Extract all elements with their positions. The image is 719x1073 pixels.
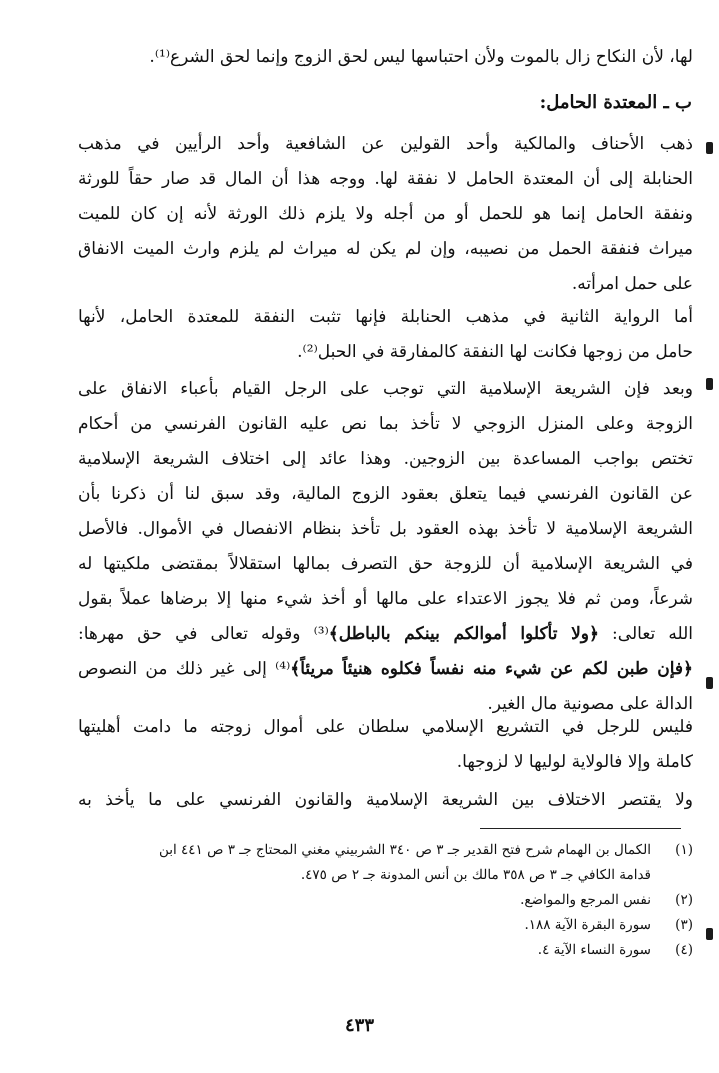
- footnote-number: [651, 863, 693, 888]
- text-line: الشريعة الإسلامية لا تأخذ بهذه العقود بل تأخذ بنظام الانفصال في الأموال. فالأصل: [78, 519, 693, 539]
- footnote: [80, 863, 693, 888]
- margin-mark: [706, 142, 713, 154]
- margin-mark: [706, 677, 713, 689]
- text-line: في الشريعة الإسلامية أن للزوجة حق التصرف بمالها استقلالاً بمقتضى ملكيتها له: [78, 554, 693, 574]
- paragraph-4: [78, 710, 693, 780]
- text-line: ونفقة الحامل إنما هو للحمل أو من أجله ولا يلزم ذلك الورثة لأنه إن كان للميت: [78, 204, 693, 224]
- footnote-text: الكمال بن الهمام شرح فتح القدير جـ ٣ ص ٣٤٠ الشربيني مغني المحتاج جـ ٣ ص ٤٤١ ابن: [158, 842, 651, 858]
- text-line: الزوجة وعلى المنزل الزوجي لا تأخذ بما نص عليه القانون الفرنسي من أحكام: [78, 414, 693, 434]
- quran-quote: ﴿ولا تأكلوا أموالكم بينكم بالباطل﴾: [328, 624, 599, 644]
- footnote-number: (١): [675, 842, 693, 858]
- text-line: على حمل امرأته.: [571, 274, 693, 294]
- text-line: شرعاً، ومن ثم فلا يجوز الاعتداء على مالها أو أخذ شيء منها إلا برضاها عملاً بقول: [78, 589, 693, 609]
- text-line: ولا يقتصر الاختلاف بين الشريعة الإسلامية والقانون الفرنسي على ما يأخذ به: [78, 790, 693, 810]
- footnote: [80, 888, 693, 913]
- text-line: تختص بواجب المساعدة بين الزوجين. وهذا عائد إلى اختلاف الشريعة الإسلامية: [78, 449, 693, 469]
- footnote-number: (٤): [675, 942, 693, 958]
- text-line: الدالة على مصونية مال الغير.: [487, 694, 693, 714]
- footnote: [80, 838, 693, 863]
- margin-mark: [706, 928, 713, 940]
- section-heading: ب ـ المعتدة الحامل:: [539, 92, 692, 113]
- text-line: الحنابلة إلى أن المعتدة الحامل لا نفقة لها. ووجه هذا أن المال قد صار حقاً للورثة: [78, 169, 693, 189]
- page-number: ٤٣٣: [344, 1015, 374, 1036]
- text-line: وبعد فإن الشريعة الإسلامية التي توجب على الرجل القيام بأعباء الانفاق على: [78, 379, 693, 399]
- margin-mark: [706, 378, 713, 390]
- text-line: [78, 617, 693, 652]
- footnotes: [80, 838, 693, 963]
- footnote-text: قدامة الكافي جـ ٣ ص ٣٥٨ مالك بن أنس المدونة جـ ٢ ص ٤٧٥.: [300, 867, 651, 883]
- text-run: ⁽³⁾ وقوله تعالى في حق مهرها:: [78, 624, 329, 644]
- text-line: ذهب الأحناف والمالكية وأحد القولين عن الشافعية وأحد الرأيين في مذهب: [78, 134, 693, 154]
- footnote-text: سورة النساء الآية ٤.: [537, 942, 651, 958]
- text-run: الله تعالى:: [598, 624, 693, 644]
- footnote-text: نفس المرجع والمواضع.: [520, 892, 651, 908]
- footnote-number: (٢): [675, 892, 693, 908]
- text-line: ميراث فنفقة الحمل من نصيبه، وإن لم يكن له ميراث لم يلزم وارث الميت الانفاق: [78, 239, 693, 259]
- text-line: كاملة وإلا فالولاية لوليها لا لزوجها.: [456, 752, 693, 772]
- footnote-text: سورة البقرة الآية ١٨٨.: [524, 917, 651, 933]
- footnote: [80, 938, 693, 963]
- footnote-separator: [480, 828, 681, 829]
- paragraph-2: [78, 300, 693, 370]
- paragraph-3: [78, 372, 693, 722]
- text-line: عن القانون الفرنسي فيما يتعلق بعقود الزوج المالية، وقد سبق لنا أن ذكرنا بأن: [78, 484, 693, 504]
- footnote-number: (٣): [675, 917, 693, 933]
- text-run: ⁽⁴⁾ إلى غير ذلك من النصوص: [78, 659, 291, 679]
- text-line: لها، لأن النكاح زال بالموت ولأن احتباسها ليس لحق الزوج وإنما لحق الشرع⁽¹⁾.: [149, 47, 693, 67]
- text-line: حامل من زوجها فكانت لها النفقة كالمفارقة في الحبل⁽²⁾.: [297, 342, 693, 362]
- paragraph-5: [78, 783, 693, 818]
- continuation-text: [78, 40, 693, 75]
- paragraph-1: [78, 127, 693, 302]
- text-line: أما الرواية الثانية في مذهب الحنابلة فإنها تثبت النفقة للمعتدة الحامل، لأنها: [78, 307, 693, 327]
- quran-quote: ﴿فإن طبن لكم عن شيء منه نفساً فكلوه هنيئاً مريئاً﴾: [290, 659, 693, 679]
- footnote: [80, 913, 693, 938]
- text-line: [78, 652, 693, 687]
- text-line: فليس للرجل في التشريع الإسلامي سلطان على أموال زوجته ما دامت أهليتها: [78, 717, 693, 737]
